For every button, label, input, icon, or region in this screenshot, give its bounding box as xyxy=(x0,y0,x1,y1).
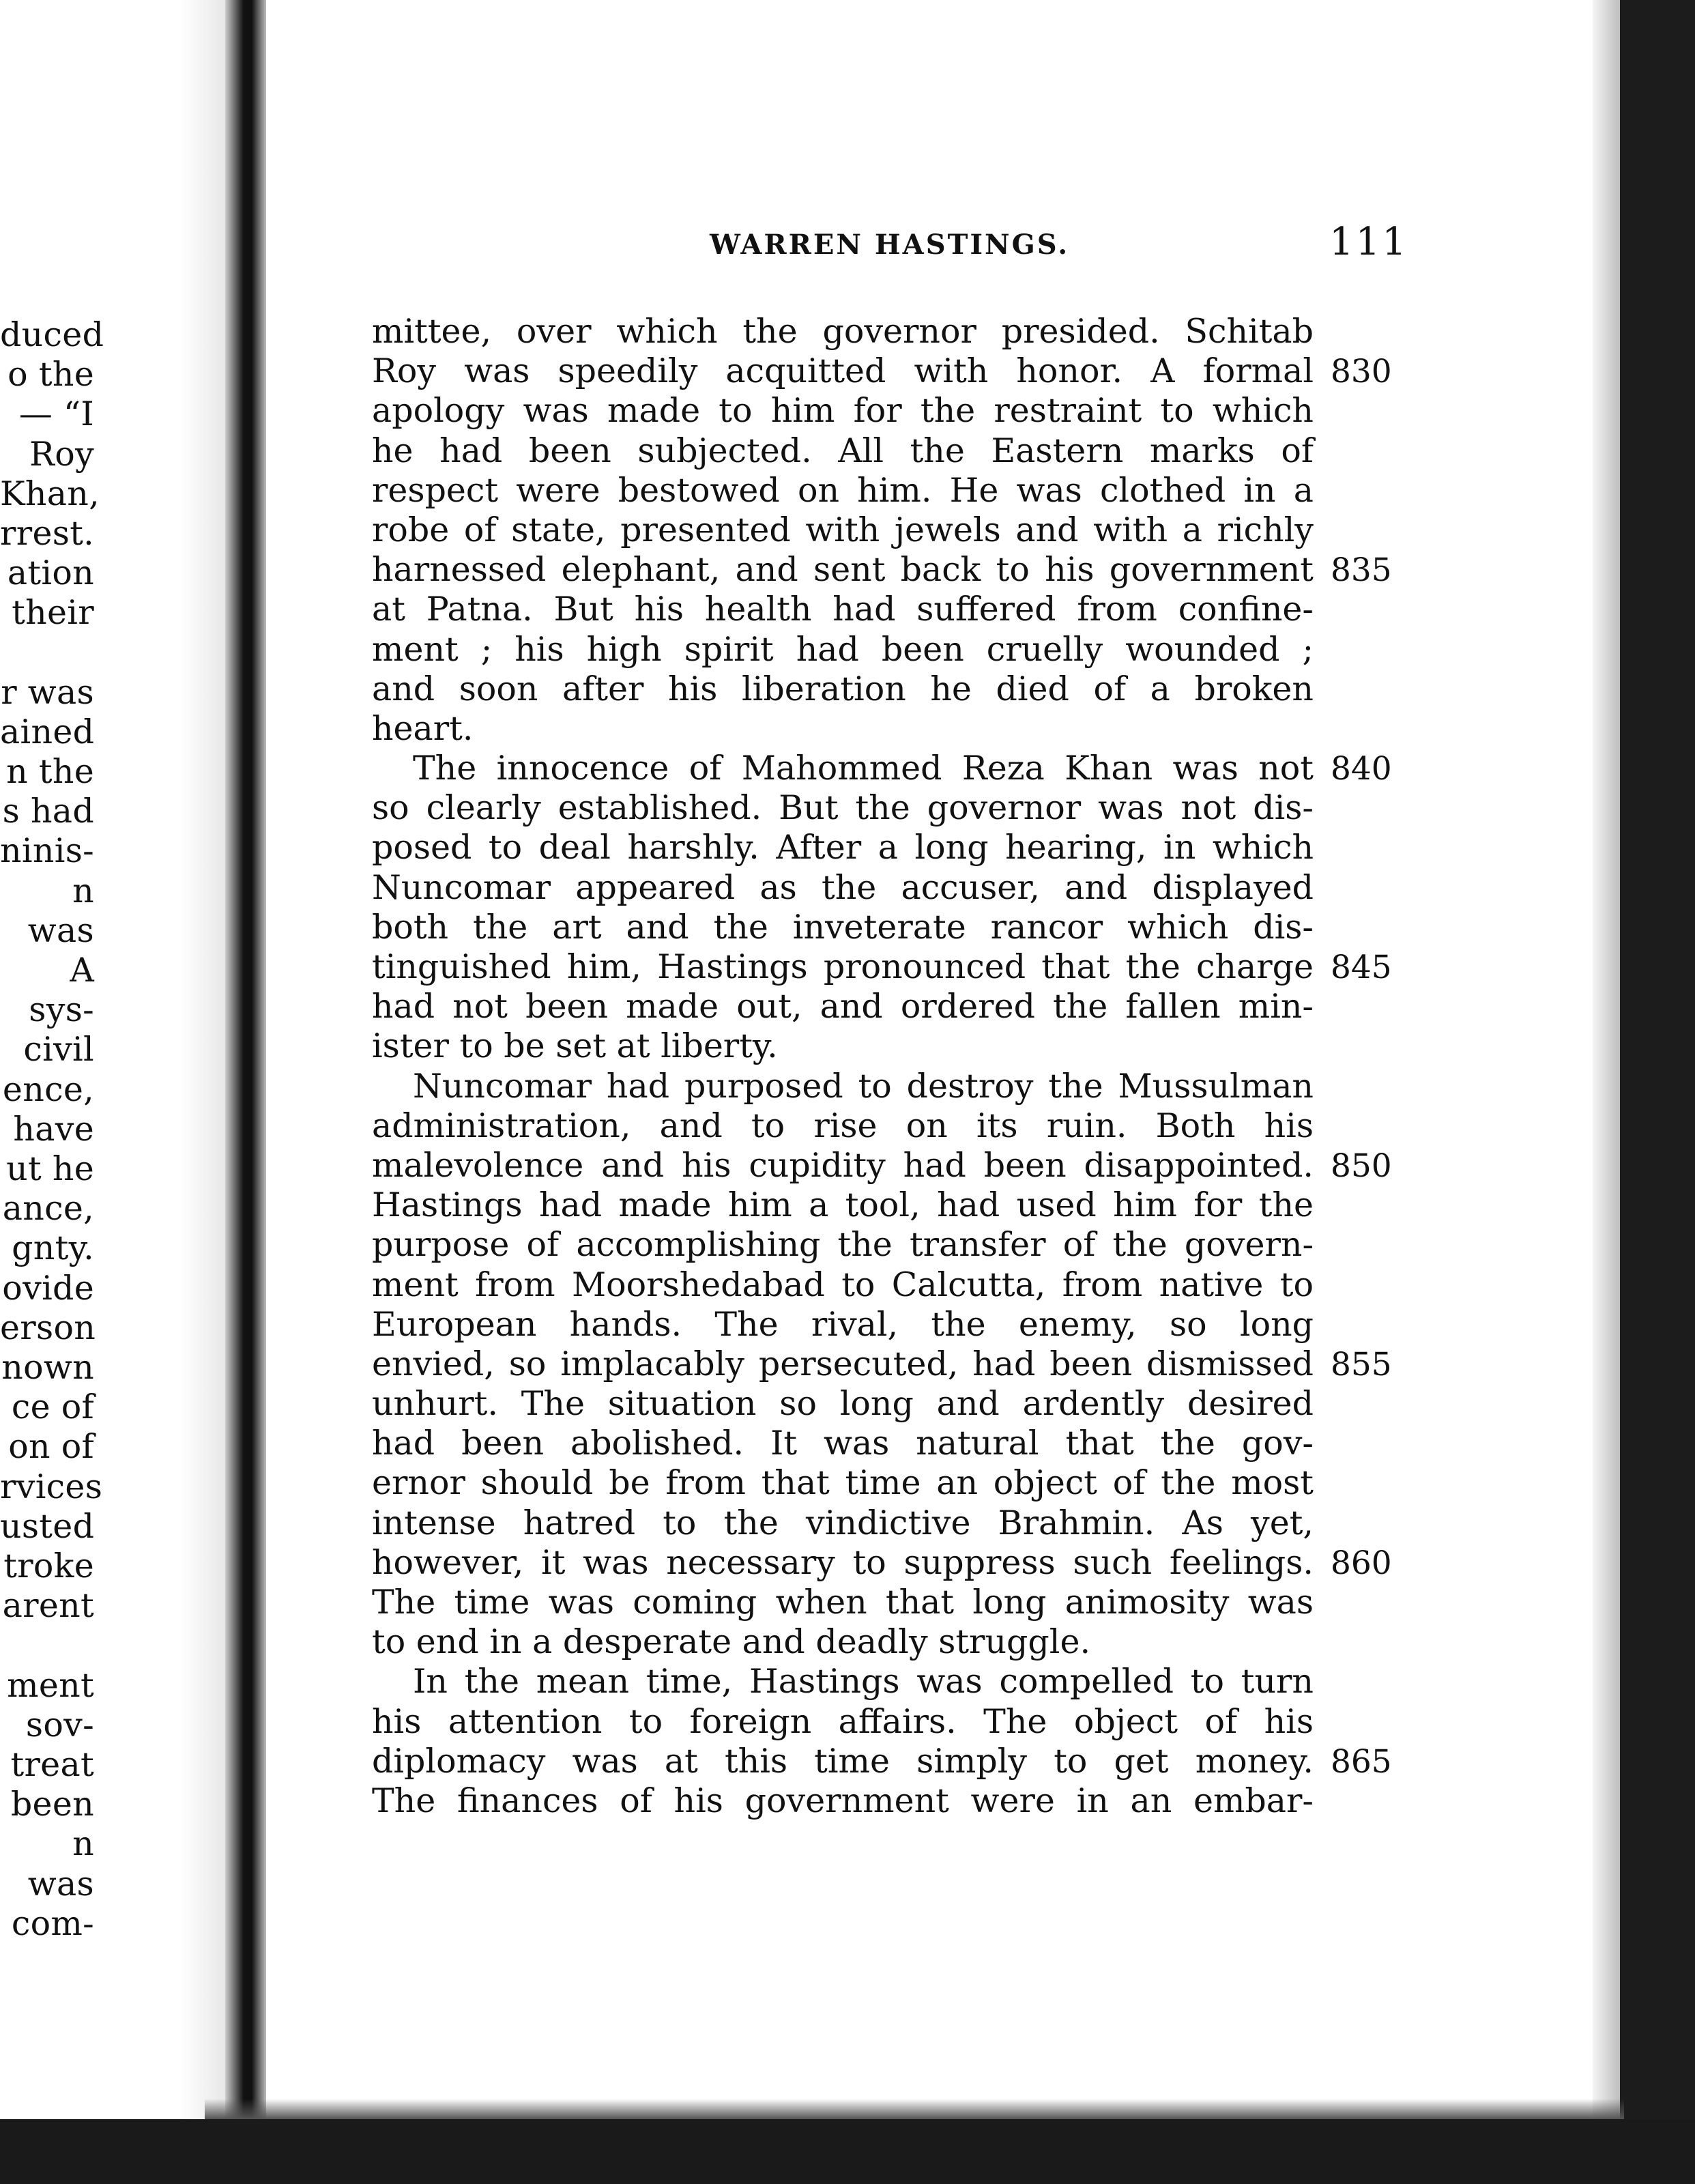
left-page-fragment: ained xyxy=(0,712,95,751)
text-line: respect were bestowed on him. He was clothed in a xyxy=(372,470,1314,510)
left-page-fragment: ce of xyxy=(11,1388,94,1427)
scan-border-right xyxy=(1620,0,1695,2184)
left-page-fragment: ninis- xyxy=(0,831,94,871)
text-line: European hands. The rival, the enemy, so long xyxy=(372,1304,1314,1344)
text-line: ernor should be from that time an object of the most xyxy=(372,1463,1314,1503)
text-line: posed to deal harshly. After a long hearing, in which xyxy=(372,828,1314,867)
left-page-fragment: troke xyxy=(3,1547,94,1586)
left-page-fragment: A sys- xyxy=(29,951,94,1030)
page-number: 111 xyxy=(1329,220,1408,264)
book-gutter xyxy=(225,0,266,2119)
page-bottom-shadow xyxy=(205,2099,1624,2119)
left-page-fragment: ance, xyxy=(2,1189,94,1228)
left-page-fragment: ence, xyxy=(2,1069,94,1109)
left-page-fragment: ut he xyxy=(6,1149,94,1189)
text-line: ment from Moorshedabad to Calcutta, from native to xyxy=(372,1265,1314,1304)
left-page-fragment: rrest. xyxy=(0,514,95,554)
text-line: administration, and to rise on its ruin. Both his xyxy=(372,1106,1314,1145)
left-page-fragment: Khan, xyxy=(0,474,100,513)
text-line: envied, so implacably persecuted, had been dismissed xyxy=(372,1344,1314,1383)
text-line: harnessed elephant, and sent back to his government xyxy=(372,550,1314,590)
left-page-fragment: usted xyxy=(0,1506,95,1546)
text-line: ment ; his high spirit had been cruelly wounded ; xyxy=(372,629,1314,669)
left-page-fragment: arent xyxy=(2,1586,94,1626)
line-number: 830 xyxy=(1331,353,1392,391)
text-line: The finances of his government were in an embar- xyxy=(372,1781,1314,1820)
text-line: The time was coming when that long animosity was xyxy=(372,1583,1314,1622)
left-page-fragment: — “I xyxy=(18,394,94,434)
left-page-fragment: sov- xyxy=(25,1705,94,1744)
page-edge-shadow xyxy=(1593,0,1620,2119)
line-number: 865 xyxy=(1331,1743,1392,1781)
left-page-fragment: nown xyxy=(1,1348,94,1388)
text-line: intense hatred to the vindictive Brahmin. As yet, xyxy=(372,1503,1314,1542)
left-page-fragment: treat xyxy=(10,1744,94,1784)
text-line: mittee, over which the governor presided. Schitab xyxy=(372,312,1314,351)
scan-border-bottom xyxy=(0,2119,1695,2184)
text-line: Nuncomar had purposed to destroy the Mussulman xyxy=(413,1066,1314,1106)
left-page-fragment xyxy=(0,1626,94,1666)
left-page-fragment: com- xyxy=(11,1903,94,1943)
text-line: Nuncomar appeared as the accuser, and displayed xyxy=(372,867,1314,907)
text-line: diplomacy was at this time simply to get money. xyxy=(372,1741,1314,1781)
left-page-fragment: their xyxy=(12,593,94,633)
left-page-fragment: have xyxy=(13,1109,94,1149)
left-page-fragment xyxy=(0,633,94,673)
text-line: purpose of accomplishing the transfer of the govern- xyxy=(372,1225,1314,1265)
left-page-fragment: ment xyxy=(7,1665,94,1705)
left-page-fragment: n was xyxy=(27,871,94,950)
text-line: Hastings had made him a tool, had used him for the xyxy=(372,1186,1314,1225)
text-line: Roy was speedily acquitted with honor. A formal xyxy=(372,351,1314,391)
left-page-fragment: gnty. xyxy=(12,1228,94,1268)
body-text xyxy=(372,312,1314,1821)
text-line: both the art and the inveterate rancor which dis- xyxy=(372,907,1314,947)
line-number: 855 xyxy=(1331,1346,1392,1384)
text-line: In the mean time, Hastings was compelled to turn xyxy=(413,1662,1314,1701)
left-page-fragment: ation xyxy=(7,554,94,593)
left-page-fragment: on of xyxy=(8,1427,94,1467)
left-page-fragment: civil xyxy=(23,1030,94,1069)
left-page-fragment: ovide xyxy=(2,1268,94,1308)
text-line: however, it was necessary to suppress such feelings. xyxy=(372,1542,1314,1582)
left-page-fragment: Roy xyxy=(29,434,94,474)
text-line: heart. xyxy=(372,708,474,748)
text-line: at Patna. But his health had suffered from confine- xyxy=(372,590,1314,629)
left-page-fragment: erson xyxy=(0,1308,96,1347)
running-head: WARREN HASTINGS. xyxy=(710,229,1070,261)
left-page-fragment: r was xyxy=(1,672,94,712)
left-page-fragment: been xyxy=(10,1785,94,1824)
text-line: and soon after his liberation he died of a broken xyxy=(372,669,1314,708)
left-page-fragment: n the xyxy=(6,752,94,792)
left-page-fragment: s had xyxy=(2,792,94,831)
text-line: ister to be set at liberty. xyxy=(372,1026,778,1066)
line-number: 845 xyxy=(1331,949,1392,987)
line-number: 860 xyxy=(1331,1544,1392,1583)
text-line: unhurt. The situation so long and ardently desired xyxy=(372,1384,1314,1424)
text-line: so clearly established. But the governor was not dis- xyxy=(372,788,1314,828)
text-line: to end in a desperate and deadly struggle. xyxy=(372,1622,1091,1662)
text-line: had not been made out, and ordered the fallen min- xyxy=(372,987,1314,1026)
left-page-fragment: o the xyxy=(8,355,94,394)
text-line: tinguished him, Hastings pronounced that the charge xyxy=(372,947,1314,986)
left-page-text-fragments xyxy=(0,315,104,1944)
left-page-fragment: duced xyxy=(0,315,104,354)
left-page-fragment: n was xyxy=(27,1824,94,1903)
text-line: he had been subjected. All the Eastern marks of xyxy=(372,431,1314,470)
line-number: 840 xyxy=(1331,750,1392,788)
text-line: robe of state, presented with jewels and with a richly xyxy=(372,510,1314,549)
text-line: apology was made to him for the restraint to which xyxy=(372,391,1314,431)
text-line: his attention to foreign affairs. The object of his xyxy=(372,1701,1314,1741)
line-number: 835 xyxy=(1331,551,1392,590)
left-page-fragment: rvices xyxy=(0,1467,103,1506)
text-line: malevolence and his cupidity had been disappointed. xyxy=(372,1145,1314,1185)
line-number: 850 xyxy=(1331,1147,1392,1186)
text-line: The innocence of Mahommed Reza Khan was not xyxy=(413,749,1314,788)
text-line: had been abolished. It was natural that the gov- xyxy=(372,1424,1314,1463)
